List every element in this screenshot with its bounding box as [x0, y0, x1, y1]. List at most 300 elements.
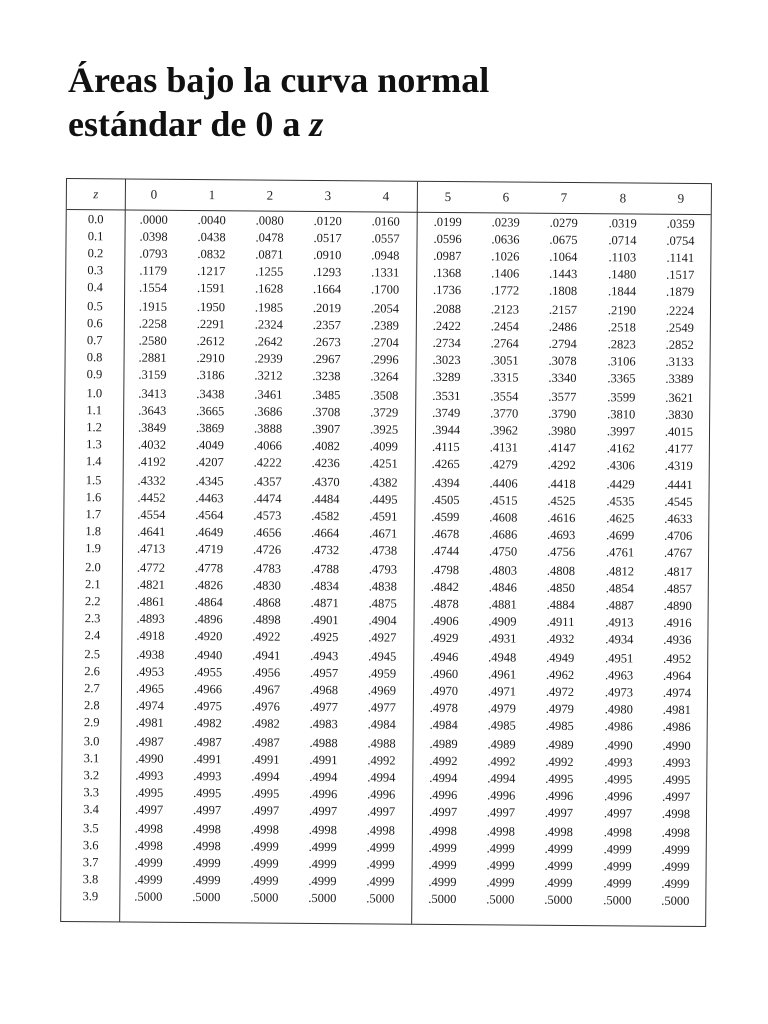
area-value: .4987 [251, 735, 280, 750]
z-value: 0.1 [87, 229, 104, 244]
area-value: .4890 [663, 598, 692, 613]
z-value: 1.4 [85, 454, 102, 469]
area-value: .1368 [433, 265, 462, 281]
area-value: .4967 [251, 682, 281, 697]
area-value: .4115 [432, 439, 460, 455]
area-value: .3643 [138, 403, 167, 418]
area-value: .4857 [663, 581, 692, 596]
area-value: .2291 [196, 317, 225, 332]
area-value: .4535 [606, 494, 635, 509]
area-value: .2019 [312, 300, 342, 316]
z-value: 3.3 [83, 785, 100, 800]
area-value: .2389 [370, 318, 399, 333]
area-value: .4997 [192, 803, 222, 818]
area-value: .4986 [662, 719, 691, 734]
z-value: 0.3 [87, 263, 104, 278]
area-value: .3810 [607, 407, 636, 422]
area-value: .0557 [371, 231, 400, 246]
area-value: .4582 [311, 508, 340, 524]
area-value: .4949 [546, 650, 575, 666]
area-value: .4495 [369, 492, 398, 507]
area-value: .1217 [197, 264, 226, 279]
area-value: .4767 [663, 545, 693, 560]
area-value: .2939 [254, 351, 283, 366]
row-group [63, 559, 708, 651]
area-value: .4345 [195, 474, 224, 489]
area-value: .4991 [251, 752, 280, 767]
area-value: .0987 [433, 248, 462, 264]
area-value: .4998 [192, 822, 222, 837]
area-value: .4868 [252, 595, 281, 610]
area-value: .4515 [489, 493, 518, 508]
title-line-2: estándar de 0 a [68, 104, 310, 144]
area-value: .4987 [135, 734, 164, 749]
area-value: .4429 [606, 477, 635, 492]
area-value: .4988 [309, 735, 338, 751]
area-value: .3133 [665, 354, 694, 369]
title-line-1: Áreas bajo la curva normal [68, 60, 490, 100]
area-value: .4319 [664, 458, 693, 473]
area-value: .2123 [490, 302, 520, 317]
header-col-9: 9 [677, 190, 685, 206]
area-value: .4706 [664, 528, 693, 543]
area-value: .4998 [308, 822, 338, 838]
area-value: .3665 [196, 404, 225, 419]
area-value: .4394 [431, 475, 460, 491]
z-value: 2.3 [84, 611, 101, 626]
normal-table [60, 178, 712, 927]
area-value: .4997 [134, 802, 164, 817]
area-value: .4999 [134, 872, 163, 887]
area-value: .4981 [135, 715, 164, 730]
area-value: .4999 [603, 859, 632, 874]
header-col-3: 3 [324, 188, 332, 204]
area-value: .5000 [544, 892, 573, 907]
area-value: .4418 [547, 476, 576, 492]
area-value: .4996 [429, 787, 458, 803]
area-value: .4974 [135, 698, 164, 713]
z-value: 3.6 [82, 838, 99, 853]
area-value: .4854 [605, 581, 634, 596]
area-value: .4936 [663, 632, 692, 647]
area-value: .4916 [663, 615, 692, 630]
area-value: .4573 [253, 508, 282, 523]
area-value: .1808 [549, 283, 578, 299]
area-value: .2704 [370, 335, 399, 350]
area-value: .4997 [486, 805, 516, 820]
area-value: .4997 [428, 804, 458, 820]
area-value: .4641 [137, 524, 166, 539]
area-value: .4999 [250, 873, 279, 888]
area-value: .0517 [313, 230, 342, 246]
area-value: .2157 [548, 302, 578, 318]
area-value: .4505 [431, 492, 460, 508]
area-value: .4999 [486, 858, 515, 873]
area-value: .4812 [605, 564, 635, 579]
area-value: .4989 [487, 737, 516, 752]
area-value: .4817 [663, 564, 693, 579]
area-value: .4956 [252, 665, 281, 680]
area-value: .1480 [608, 267, 637, 282]
area-value: .4999 [366, 874, 395, 889]
area-value: .3962 [489, 423, 519, 438]
area-value: .3531 [432, 388, 461, 404]
area-value: .5000 [250, 890, 279, 905]
area-value: .3849 [137, 420, 167, 435]
area-value: .4826 [194, 578, 223, 593]
area-value: .4988 [367, 736, 396, 751]
area-value: .4821 [136, 577, 165, 592]
area-value: .4756 [546, 544, 576, 560]
area-value: .4803 [488, 563, 518, 578]
area-value: .5000 [486, 892, 515, 907]
header-col-8: 8 [619, 190, 627, 206]
z-value: 3.5 [83, 821, 99, 836]
z-value: 1.2 [86, 420, 102, 435]
area-value: .2967 [312, 351, 341, 367]
area-value: .2258 [138, 316, 167, 331]
area-value: .2794 [548, 336, 577, 352]
area-value: .4994 [251, 769, 280, 784]
area-value: .1406 [491, 266, 520, 281]
area-value: .4671 [369, 526, 398, 541]
header-z: z [93, 186, 99, 202]
area-value: .4970 [429, 683, 459, 699]
area-value: .4864 [194, 595, 223, 610]
area-value: .4981 [662, 702, 691, 717]
z-value: 3.7 [82, 855, 99, 870]
header-col-7: 7 [560, 189, 568, 205]
z-value: 0.5 [87, 299, 103, 314]
area-value: .4978 [429, 700, 458, 716]
area-value: .4997 [544, 805, 574, 821]
area-value: .3289 [432, 369, 461, 385]
area-value: .4772 [136, 560, 166, 575]
area-value: .3078 [548, 353, 577, 369]
area-value: .4995 [662, 772, 691, 787]
row-group [63, 646, 708, 738]
area-value: .4999 [428, 840, 457, 856]
area-value: .4984 [367, 717, 396, 732]
header-col-5: 5 [444, 188, 452, 205]
area-value: .4997 [366, 804, 396, 819]
area-value: .4999 [366, 840, 395, 855]
area-value: .4896 [194, 612, 223, 627]
area-value: .3389 [665, 371, 694, 386]
area-value: .4441 [664, 477, 693, 492]
row-group [64, 472, 709, 564]
area-value: .4968 [309, 682, 339, 698]
area-value: .4999 [308, 856, 337, 872]
area-value: .4998 [661, 825, 690, 840]
area-value: .0160 [371, 214, 400, 229]
area-value: .4834 [310, 578, 339, 594]
area-value: .4982 [193, 716, 222, 731]
area-value: .0754 [666, 233, 695, 248]
area-value: .4591 [369, 509, 398, 524]
area-value: .4964 [662, 668, 692, 683]
z-value: 1.8 [85, 524, 102, 539]
area-value: .3186 [196, 368, 225, 383]
area-value: .4999 [250, 839, 279, 854]
area-value: .4957 [310, 665, 339, 681]
area-value: .4999 [428, 874, 457, 890]
area-value: .2996 [370, 352, 399, 367]
area-value: .4998 [428, 823, 458, 839]
area-value: .4969 [367, 683, 397, 698]
area-value: .5000 [192, 890, 221, 905]
area-value: .1141 [666, 250, 695, 265]
row-group [65, 298, 710, 390]
area-value: .2852 [665, 337, 694, 352]
area-value: .4918 [136, 628, 165, 643]
area-value: .4207 [195, 455, 224, 470]
area-value: .4904 [368, 613, 397, 628]
area-value: .4370 [311, 474, 340, 490]
area-value: .4649 [195, 525, 224, 540]
area-value: .3554 [490, 389, 519, 404]
area-value: .2454 [490, 319, 519, 334]
area-value: .3485 [312, 387, 341, 403]
area-value: .5000 [308, 890, 337, 906]
z-value: 3.9 [82, 889, 99, 904]
area-value: .3980 [547, 423, 577, 439]
area-value: .3621 [665, 390, 694, 405]
area-value: .4131 [489, 440, 519, 455]
area-value: .4996 [367, 787, 396, 802]
area-value: .4979 [487, 701, 516, 716]
area-value: .4940 [194, 648, 223, 663]
area-value: .4999 [250, 856, 279, 871]
area-value: .2910 [196, 351, 225, 366]
area-value: .4961 [487, 667, 517, 682]
area-value: .4082 [311, 438, 341, 454]
area-value: .4982 [251, 716, 280, 731]
z-value: 3.1 [83, 751, 100, 766]
area-value: .4993 [604, 755, 633, 770]
area-value: .4564 [195, 508, 224, 523]
area-value: .0239 [491, 215, 520, 230]
area-value: .2612 [196, 334, 225, 349]
area-value: .4887 [605, 598, 634, 613]
table-row [63, 627, 707, 649]
area-value: .4966 [193, 682, 223, 697]
area-value: .3106 [607, 354, 636, 369]
area-value: .4554 [137, 507, 166, 522]
area-value: .3315 [490, 370, 519, 385]
area-value: .4999 [428, 857, 457, 873]
area-value: .3599 [607, 390, 636, 405]
area-value: .4973 [604, 685, 634, 700]
area-value: .4881 [488, 597, 517, 612]
area-value: .5000 [603, 893, 632, 908]
area-value: .4999 [544, 875, 573, 890]
area-value: .4998 [134, 838, 163, 853]
area-value: .2518 [607, 320, 636, 335]
area-value: .1772 [491, 283, 520, 298]
area-value: .3413 [138, 386, 167, 401]
area-value: .4738 [368, 543, 398, 558]
area-value: .3944 [431, 422, 461, 438]
area-value: .1591 [197, 281, 226, 296]
area-value: .4995 [545, 771, 574, 787]
area-value: .4222 [253, 455, 282, 470]
z-value: 0.8 [86, 350, 103, 365]
area-value: .3438 [196, 387, 225, 402]
area-value: .4997 [603, 806, 633, 821]
area-value: .2764 [490, 336, 519, 351]
area-value: .4989 [545, 737, 574, 753]
z-value: 3.8 [82, 872, 99, 887]
area-value: .3997 [606, 424, 636, 439]
area-value: .4236 [311, 455, 340, 471]
area-value: .4625 [606, 511, 635, 526]
area-value: .4995 [135, 785, 164, 800]
z-value: 0.7 [86, 333, 103, 348]
area-value: .2054 [370, 301, 400, 316]
area-value: .4962 [545, 667, 575, 683]
area-value: .4977 [367, 700, 396, 715]
z-value: 1.7 [85, 507, 102, 522]
area-value: .4783 [252, 561, 282, 576]
area-value: .4994 [487, 771, 516, 786]
area-value: .4893 [136, 611, 165, 626]
area-value: .4099 [369, 439, 399, 454]
z-value: 0.2 [87, 246, 104, 261]
z-value: 2.1 [84, 577, 101, 592]
area-value: .4999 [544, 858, 573, 874]
z-value: 2.8 [83, 698, 100, 713]
area-value: .4177 [664, 441, 694, 456]
area-value: .4999 [486, 841, 515, 856]
area-value: .4599 [431, 509, 460, 525]
area-value: .4994 [309, 769, 338, 785]
area-value: .3238 [312, 368, 341, 384]
area-value: .4162 [606, 441, 636, 456]
area-value: .4744 [430, 543, 460, 559]
area-value: .1915 [138, 299, 168, 314]
area-value: .0199 [433, 214, 462, 230]
area-value: .4975 [193, 699, 222, 714]
area-value: .1179 [139, 263, 168, 278]
area-value: .4992 [367, 753, 396, 768]
area-value: .4761 [605, 545, 635, 560]
area-value: .4830 [252, 578, 281, 593]
area-value: .0438 [197, 230, 226, 245]
area-value: .4545 [664, 494, 693, 509]
area-value: .4884 [546, 597, 575, 613]
area-value: .4678 [431, 526, 460, 542]
area-value: .4997 [662, 789, 691, 804]
area-value: .4251 [369, 456, 398, 471]
area-value: .4952 [663, 651, 692, 666]
area-value: .4946 [430, 649, 459, 665]
area-value: .4990 [604, 738, 633, 753]
area-value: .4990 [135, 751, 164, 766]
area-value: .2642 [254, 334, 283, 349]
row-group [62, 733, 707, 825]
header-col-1: 1 [208, 187, 216, 203]
area-value: .4993 [662, 755, 691, 770]
area-value: .1844 [608, 284, 637, 299]
area-value: .4788 [310, 561, 340, 577]
header-row [67, 179, 711, 206]
area-value: .4798 [430, 562, 460, 578]
area-value: .5000 [428, 891, 457, 907]
table-row [62, 801, 706, 823]
area-value: .4608 [489, 510, 518, 525]
area-value: .4963 [604, 668, 634, 683]
area-value: .2673 [312, 334, 341, 350]
area-value: .4999 [603, 842, 632, 857]
area-value: .2357 [312, 317, 341, 333]
area-value: .4997 [250, 803, 280, 818]
area-value: .3051 [490, 353, 519, 368]
row-group [61, 820, 706, 912]
area-value: .1554 [139, 280, 168, 295]
z-value: 3.2 [83, 768, 100, 783]
area-value: .4920 [194, 629, 223, 644]
area-value: .3907 [311, 421, 341, 437]
area-value: .4049 [195, 438, 225, 453]
area-value: .4998 [544, 824, 573, 840]
area-value: .0871 [255, 247, 284, 262]
area-value: .4332 [137, 473, 166, 488]
area-value: .5000 [366, 891, 395, 906]
area-value: .2549 [665, 320, 694, 335]
area-value: .1026 [491, 249, 520, 264]
area-value: .3749 [432, 405, 461, 421]
area-value: .4484 [311, 491, 340, 507]
area-value: .0478 [255, 230, 284, 245]
area-value: .4925 [310, 629, 339, 645]
area-value: .4951 [605, 651, 634, 666]
area-value: .4945 [368, 649, 397, 664]
area-value: .4996 [487, 788, 516, 803]
z-value: 0.0 [87, 212, 104, 227]
area-value: .4987 [193, 735, 222, 750]
area-value: .4993 [193, 769, 222, 784]
area-value: .4265 [431, 456, 460, 472]
area-value: .1255 [255, 264, 284, 279]
area-value: .3686 [254, 404, 283, 419]
z-value: 3.4 [83, 802, 99, 817]
area-value: .4686 [489, 527, 518, 542]
table-row [66, 279, 710, 301]
area-value: .4965 [135, 681, 165, 696]
z-value: 1.0 [86, 386, 103, 401]
area-value: .4909 [488, 614, 517, 629]
area-value: .4871 [310, 595, 339, 611]
area-value: .4999 [366, 857, 395, 872]
area-value: .0000 [139, 212, 168, 227]
area-value: .4986 [604, 719, 633, 734]
area-value: .1700 [371, 282, 400, 297]
area-value: .1517 [666, 267, 695, 282]
area-value: .4452 [137, 490, 166, 505]
title-z: z [309, 104, 324, 144]
table-row [64, 540, 708, 562]
area-value: .0793 [139, 246, 168, 261]
area-value: .4719 [194, 542, 224, 557]
area-value: .1443 [549, 266, 578, 282]
area-value: .1293 [313, 264, 342, 280]
area-value: .4941 [252, 648, 281, 663]
row-group [66, 211, 711, 303]
area-value: .4996 [604, 789, 633, 804]
area-value: .3577 [548, 389, 577, 405]
area-value: .3869 [195, 421, 225, 436]
